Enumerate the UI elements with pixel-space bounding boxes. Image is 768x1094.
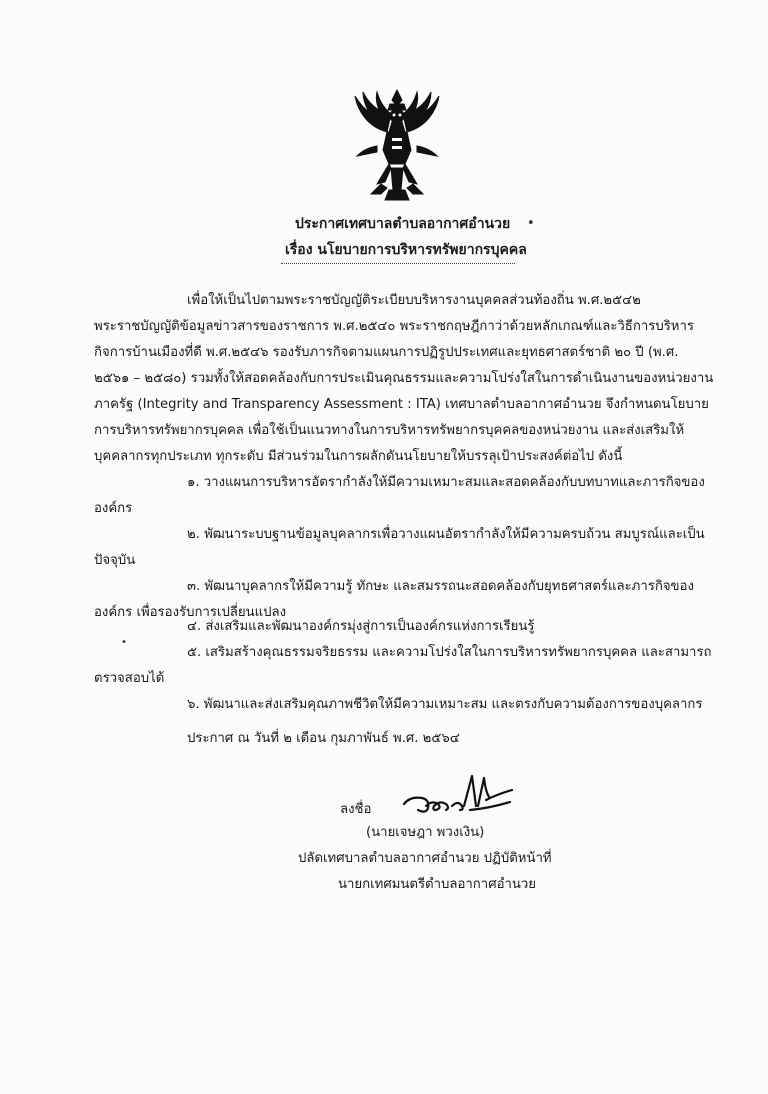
- intro-line: กิจการบ้านเมืองที่ดี พ.ศ.๒๕๔๖ รองรับภารกิจตามแผนการปฏิรูปประเทศและยุทธศาสตร์ชาติ ๒๐ ปี (พ.ศ.: [94, 345, 679, 360]
- sign-label: ลงชื่อ: [340, 802, 372, 817]
- announcement-title: ประกาศเทศบาลตำบลอากาศอำนวย: [295, 216, 511, 232]
- policy-item: ๔. ส่งเสริมและพัฒนาองค์กรมุ่งสู่การเป็นองค์กรแห่งการเรียนรู้: [187, 619, 535, 634]
- stray-mark: •: [121, 637, 127, 648]
- intro-line: ๒๕๖๑ – ๒๕๘๐) รวมทั้งให้สอดคล้องกับการประเมินคุณธรรมและความโปร่งใสในการดำเนินงานของหน่วยงาน: [94, 371, 714, 386]
- policy-item-cont: ตรวจสอบได้: [94, 671, 165, 686]
- policy-item: ๓. พัฒนาบุคลากรให้มีความรู้ ทักษะ และสมรรถนะสอดคล้องกับยุทธศาสตร์และภารกิจของ: [187, 579, 694, 594]
- policy-item: ๒. พัฒนาระบบฐานข้อมูลบุคลากรเพื่อวางแผนอัตรากำลังให้มีความครบถ้วน สมบูรณ์และเป็น: [187, 527, 705, 542]
- policy-item-cont: องค์กร เพื่อรองรับการเปลี่ยนแปลง: [94, 605, 287, 620]
- intro-line: บุคคลากรทุกประเภท ทุกระดับ มีส่วนร่วมในการผลักดันนโยบายให้บรรลุเป้าประสงค์ต่อไป ดังนี้: [94, 449, 623, 464]
- signatory-position: นายกเทศมนตรีตำบลอากาศอำนวย: [338, 877, 537, 892]
- signatory-name: (นายเจษฎา พวงเงิน): [366, 825, 485, 840]
- handwritten-signature: [400, 770, 518, 822]
- policy-item: ๖. พัฒนาและส่งเสริมคุณภาพชีวิตให้มีความเหมาะสม และตรงกับความต้องการของบุคลากร: [187, 697, 703, 712]
- policy-item: ๕. เสริมสร้างคุณธรรมจริยธรรม และความโปร่งใสในการบริหารทรัพยากรบุคคล และสามารถ: [187, 645, 712, 660]
- signatory-position: ปลัดเทศบาลตำบลอากาศอำนวย ปฏิบัติหน้าที่: [298, 851, 552, 866]
- announcement-subject: เรื่อง นโยบายการบริหารทรัพยากรบุคคล: [285, 242, 527, 258]
- intro-line: พระราชบัญญัติข้อมูลข่าวสารของราชการ พ.ศ.๒๕๔๐ พระราชกฤษฎีกาว่าด้วยหลักเกณฑ์และวิธีการบริหาร: [94, 319, 694, 334]
- intro-line: ภาครัฐ (Integrity and Transparency Assessment : ITA) เทศบาลตำบลอากาศอำนวย จึงกำหนดนโยบาย: [94, 397, 709, 412]
- intro-line: การบริหารทรัพยากรบุคคล เพื่อใช้เป็นแนวทางในการบริหารทรัพยากรบุคคลของหน่วยงาน และส่งเสริมให้: [94, 423, 685, 438]
- policy-item: ๑. วางแผนการบริหารอัตรากำลังให้มีความเหมาะสมและสอดคล้องกับบทบาทและภารกิจของ: [187, 475, 705, 490]
- policy-item-cont: ปัจจุบัน: [94, 553, 136, 568]
- intro-line: เพื่อให้เป็นไปตามพระราชบัญญัติระเบียบบริหารงานบุคคลส่วนท้องถิ่น พ.ศ.๒๕๔๒: [187, 293, 641, 308]
- stray-mark: •: [527, 216, 535, 231]
- title-divider: [281, 263, 515, 264]
- garuda-emblem-icon: [337, 86, 457, 204]
- announcement-date: ประกาศ ณ วันที่ ๒ เดือน กุมภาพันธ์ พ.ศ. ๒๕๖๔: [187, 731, 460, 746]
- policy-item-cont: องค์กร: [94, 501, 133, 516]
